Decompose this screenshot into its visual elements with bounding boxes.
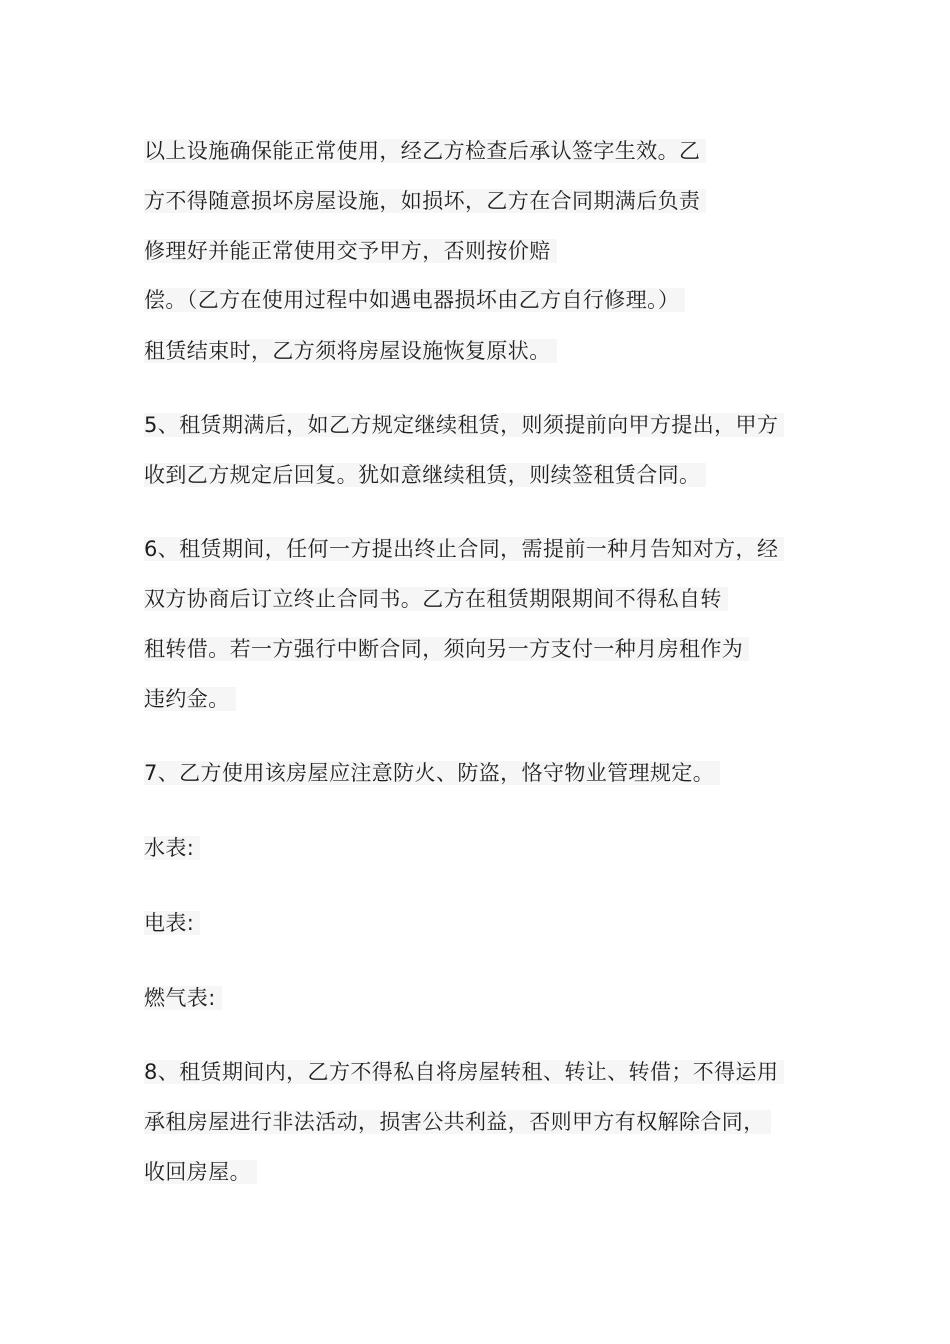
- text-line: [144, 1157, 257, 1187]
- text-line: [144, 634, 749, 664]
- text-line: [144, 460, 706, 490]
- text-line: [144, 186, 706, 216]
- text-line: [144, 1107, 771, 1137]
- text-line: [144, 236, 557, 266]
- text-span: 收回房屋。: [144, 1160, 257, 1184]
- text-line: [144, 534, 784, 564]
- text-line: [144, 336, 557, 366]
- text-span: 燃气表:: [144, 986, 222, 1010]
- text-line: [144, 1057, 784, 1087]
- text-line: [144, 833, 200, 863]
- text-line: [144, 410, 784, 440]
- text-span: 租赁结束时，乙方须将房屋设施恢复原状。: [144, 339, 557, 363]
- text-line: [144, 684, 236, 714]
- text-span: 修理好并能正常使用交予甲方，否则按价赔: [144, 239, 557, 263]
- text-span: 收到乙方规定后回复。犹如意继续租赁，则续签租赁合同。: [144, 463, 706, 487]
- text-span: 违约金。: [144, 687, 236, 711]
- text-span: 双方协商后订立终止合同书。乙方在租赁期限期间不得私自转: [144, 587, 728, 611]
- text-span: 电表:: [144, 911, 200, 935]
- text-span: 以上设施确保能正常使用，经乙方检查后承认签字生效。乙: [144, 139, 706, 163]
- text-line: [144, 584, 728, 614]
- text-line: [144, 136, 706, 166]
- text-span: 租转借。若一方强行中断合同，须向另一方支付一种月房租作为: [144, 637, 749, 661]
- text-span: 7、乙方使用该房屋应注意防火、防盗，恪守物业管理规定。: [144, 761, 720, 785]
- text-line: [144, 908, 200, 938]
- text-line: [144, 983, 222, 1013]
- text-span: 6、租赁期间，任何一方提出终止合同，需提前一种月告知对方，经: [144, 537, 784, 561]
- text-span: 8、租赁期间内，乙方不得私自将房屋转租、转让、转借；不得运用: [144, 1060, 784, 1084]
- text-span: 5、租赁期满后，如乙方规定继续租赁，则须提前向甲方提出，甲方: [144, 413, 784, 437]
- text-span: 方不得随意损坏房屋设施，如损坏，乙方在合同期满后负责: [144, 189, 706, 213]
- text-line: [144, 758, 720, 788]
- text-line: [144, 285, 685, 315]
- text-span: 水表:: [144, 836, 200, 860]
- text-span: 偿。（乙方在使用过程中如遇电器损坏由乙方自行修理。）: [144, 288, 685, 312]
- text-span: 承租房屋进行非法活动，损害公共利益，否则甲方有权解除合同，: [144, 1110, 771, 1134]
